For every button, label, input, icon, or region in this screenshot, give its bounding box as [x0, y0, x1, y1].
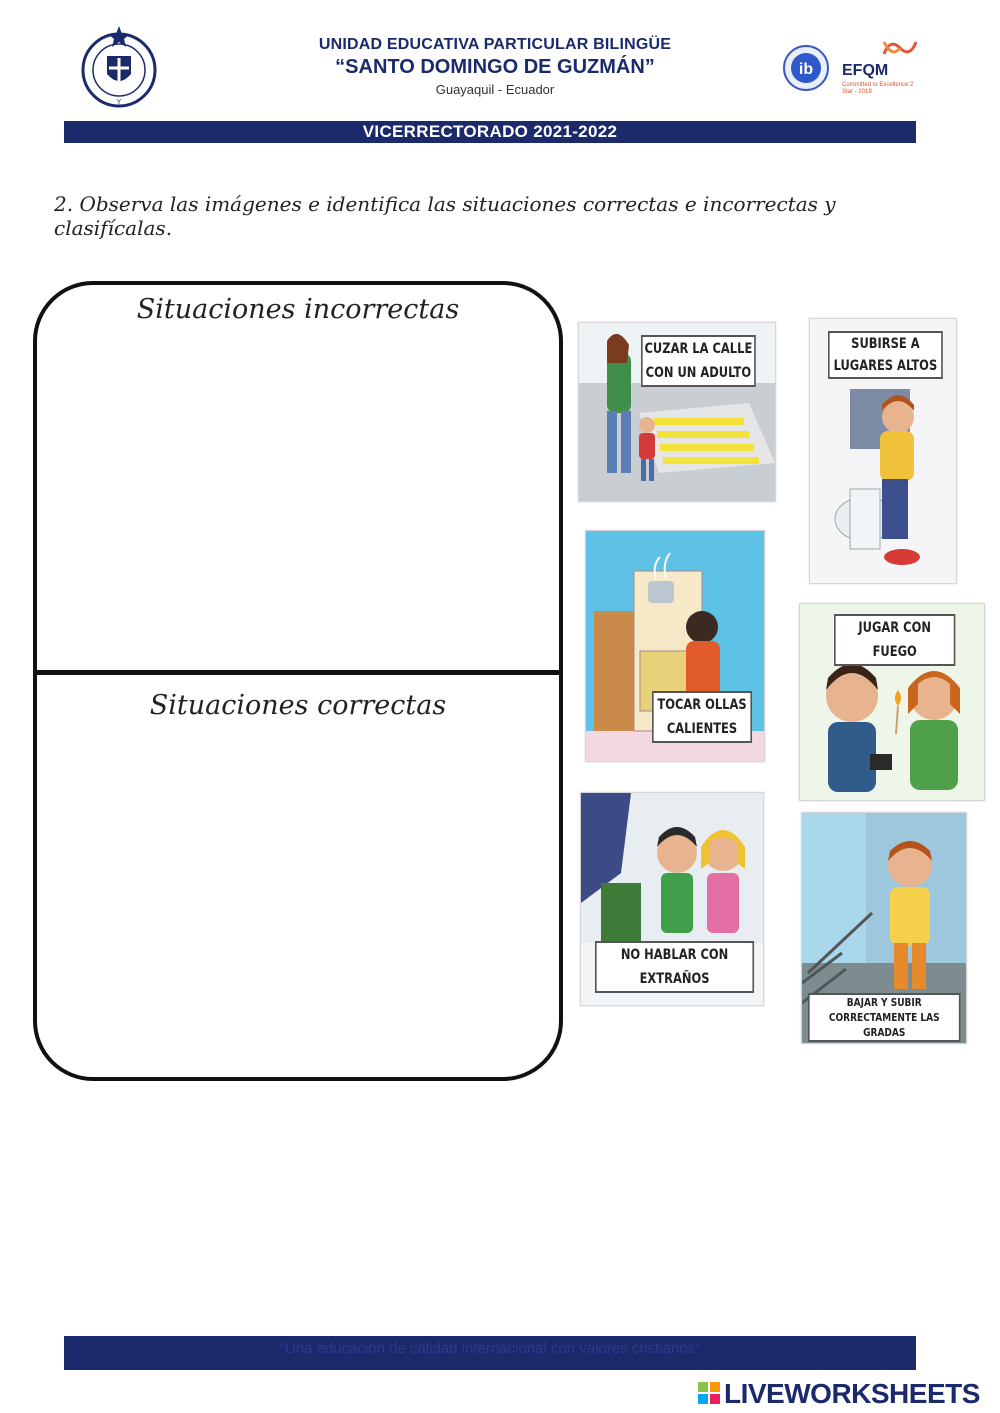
- school-crest-logo: [78, 22, 160, 112]
- school-line-1: UNIDAD EDUCATIVA PARTICULAR BILINGÜE: [318, 36, 672, 53]
- label-climbing: SUBIRSE A LUGARES ALTOS: [828, 331, 943, 379]
- school-location: Guayaquil - Ecuador: [435, 82, 555, 97]
- instruction-text: 2. Observa las imágenes e identifica las situaciones correctas e incorrectas y clasifícalas.: [54, 192, 836, 240]
- correct-situations-title: Situaciones correctas: [149, 690, 447, 721]
- incorrect-situations-title: Situaciones incorrectas: [136, 294, 460, 325]
- card-climbing[interactable]: [809, 318, 957, 584]
- efqm-logo: [842, 36, 932, 96]
- ib-logo: [782, 44, 830, 92]
- card-stairs[interactable]: [801, 812, 967, 1044]
- label-cross-street: CUZAR LA CALLE CON UN ADULTO: [641, 335, 756, 387]
- liveworksheets-text: LIVEWORKSHEETS: [724, 1378, 980, 1409]
- card-hot-pots[interactable]: [585, 530, 765, 762]
- school-line-2: “SANTO DOMINGO DE GUZMÁN”: [335, 56, 655, 78]
- label-hot-pots: TOCAR OLLAS CALIENTES: [652, 691, 752, 743]
- svg-text:ib: ib: [798, 61, 814, 78]
- box-divider: [33, 670, 563, 675]
- school-name-block: [260, 36, 730, 97]
- liveworksheets-icon: [698, 1382, 720, 1404]
- classification-box[interactable]: [33, 281, 563, 1081]
- liveworksheets-watermark: [698, 1378, 998, 1408]
- label-stairs: BAJAR Y SUBIR CORRECTAMENTE LAS GRADAS: [808, 993, 961, 1042]
- card-fire[interactable]: [799, 603, 985, 801]
- vicerrectorado-banner: VICERRECTORADO 2021-2022: [64, 121, 916, 143]
- card-cross-street[interactable]: [578, 322, 776, 502]
- efqm-subtitle: Committed to Excellence 2 Star - 2019: [842, 82, 914, 95]
- label-strangers: NO HABLAR CON EXTRAÑOS: [595, 941, 754, 993]
- svg-text:Y: Y: [116, 99, 122, 106]
- efqm-word: EFQM: [842, 62, 889, 79]
- label-fire: JUGAR CON FUEGO: [834, 614, 955, 666]
- footer-quote: “Una educación de calidad internacional con valores cristianos”: [279, 1340, 701, 1357]
- card-strangers[interactable]: [580, 792, 764, 1006]
